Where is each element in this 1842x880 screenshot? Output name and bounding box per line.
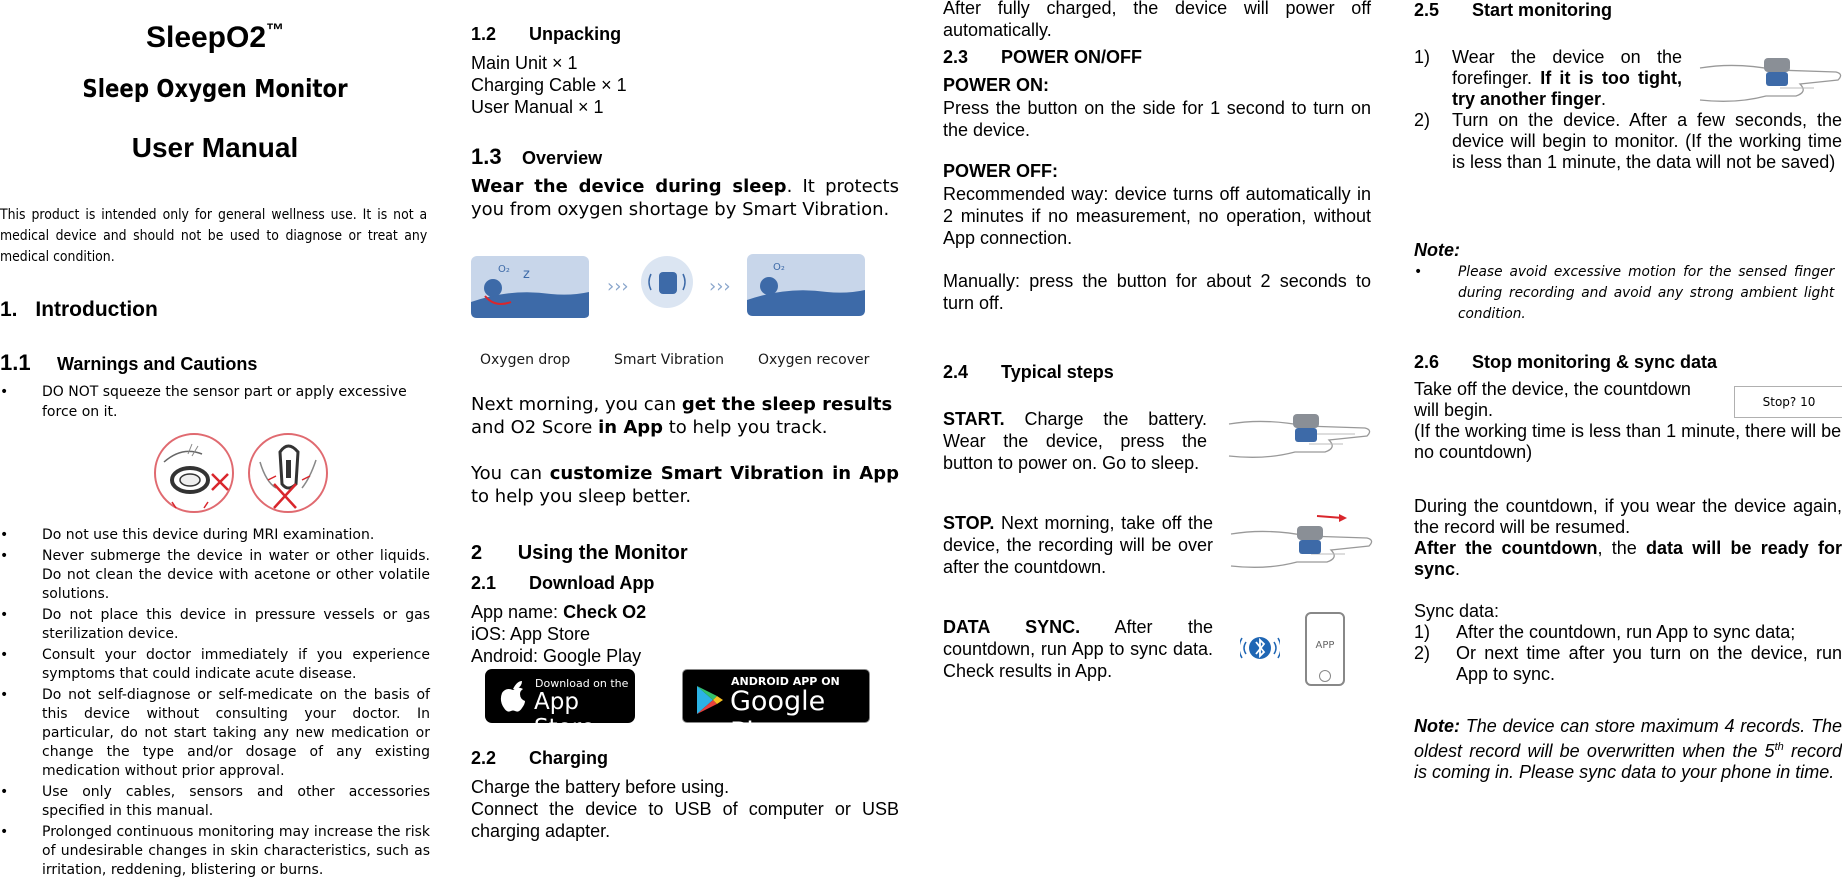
emphasis: If it is too tight, try another finger (1452, 68, 1682, 109)
list-item (0, 646, 430, 684)
trademark: ™ (266, 20, 285, 40)
remove-device-illustration (1227, 510, 1377, 578)
section-title: Typical steps (1001, 362, 1114, 382)
badge-small-text: Download on the (535, 677, 629, 690)
body-text: to help you track. (663, 417, 828, 438)
section-title: Download App (529, 573, 655, 593)
home-button-icon (1319, 670, 1331, 682)
bullet: • (0, 687, 9, 703)
step-data-sync (943, 616, 1213, 682)
unpack-list (471, 52, 627, 118)
list-item (0, 686, 430, 781)
section-title: POWER ON/OFF (1001, 47, 1143, 67)
step-text: Next morning, take off the device, the recording will be over after the countdown. (943, 513, 1213, 577)
ios-line: iOS: App Store (471, 624, 591, 644)
section-number: 1.1 (0, 350, 31, 375)
caption-smart-vibration: Smart Vibration (614, 352, 724, 368)
step-text: After the countdown, run App to sync data. Check results in App. (943, 617, 1213, 681)
list-item-text: Do not place this device in pressure vessels or gas sterilization device. (42, 607, 430, 642)
section-start-monitoring (1414, 0, 1612, 21)
section-introduction (0, 298, 158, 322)
o2-label: O₂ (498, 264, 510, 275)
emphasis: customize Smart Vibration in App (549, 463, 899, 484)
step-stop (943, 512, 1213, 578)
section-typical-steps (943, 362, 1114, 383)
list-item: Charging Cable × 1 (471, 75, 627, 95)
step-number: 2) (1414, 110, 1431, 130)
power-off-text: Recommended way: device turns off automatically in 2 minutes if no measurement, no operation, without App connection. (943, 184, 1371, 248)
after-charge-text: After fully charged, the device will power off automatically. (943, 0, 1371, 40)
list-item (0, 547, 430, 604)
body-text: You can (471, 463, 550, 484)
section-download-app (471, 573, 654, 594)
product-subtitle: Sleep Oxygen Monitor (82, 74, 348, 103)
storage-note: Note: The device can store maximum 4 records. The oldest record will be overwritten when the 5th record is coming in. Please sync data to your phone in time. (1414, 716, 1842, 782)
after-countdown-text: After the countdown, the data will be ready for sync. (1414, 538, 1842, 579)
section-title: Overview (522, 148, 603, 168)
section-title: Unpacking (529, 24, 622, 44)
sync-step-2 (1414, 643, 1842, 685)
section-number: 2.1 (471, 573, 497, 593)
emphasis: get the sleep results (681, 394, 893, 415)
section-power (943, 47, 1142, 68)
section-charging (471, 748, 608, 769)
section-number: 2.5 (1414, 0, 1440, 20)
list-item (0, 526, 430, 545)
body-text: Charge the battery before using. (471, 777, 730, 797)
list-item-text: Consult your doctor immediately if you experience symptoms that could indicate acute disease. (42, 647, 430, 682)
section-number: 1.2 (471, 24, 497, 44)
list-item (0, 382, 420, 422)
emphasis: data will be ready for sync (1414, 538, 1842, 579)
apple-icon (499, 679, 527, 713)
list-item-text: DO NOT squeeze the sensor part or apply excessive force on it. (42, 384, 407, 420)
hand-device-illustration (1225, 404, 1375, 466)
note-item (1414, 262, 1842, 325)
list-item-text: Do not use this device during MRI examination. (42, 527, 375, 543)
note-label: Note: (1414, 716, 1460, 736)
list-item-text: Do not self-diagnose or self-medicate on the basis of this device without consulting your doctor. In particular, do not start taking any new medication or change the type and/or dosage of any existing medication without prior approval. (42, 687, 430, 779)
step-text: After the countdown, run App to sync data; (1456, 622, 1796, 642)
no-squeeze-icon (152, 432, 236, 514)
overview-illustration (471, 252, 899, 322)
phone-app-icon (1305, 612, 1345, 686)
step-number: 2) (1414, 643, 1431, 663)
section-number: 2.4 (943, 362, 969, 382)
bullet: • (0, 824, 9, 840)
step-text: Or next time after you turn on the device, run App to sync. (1456, 643, 1842, 684)
app-label: APP (1315, 640, 1335, 651)
charging-text (471, 776, 899, 842)
warning-list-top (0, 382, 420, 422)
sync-step-1 (1414, 622, 1842, 643)
emphasis: Wear the device during sleep (471, 176, 787, 197)
no-pull-icon (246, 432, 330, 514)
section-title: Start monitoring (1472, 0, 1613, 20)
step-label: DATA SYNC. (943, 617, 1081, 637)
warning-list (0, 526, 430, 880)
bullet: • (0, 384, 9, 400)
bluetooth-icon (1240, 628, 1280, 668)
brand-name: SleepO2 (145, 21, 267, 54)
chevron-icon: ››› (709, 276, 731, 297)
google-play-badge[interactable] (682, 669, 870, 748)
overview-text (471, 175, 899, 221)
emphasis: in App (598, 417, 664, 438)
download-info (471, 601, 646, 667)
badge-big-text: Google Play (730, 686, 826, 748)
power-on-label: POWER ON: (943, 75, 1049, 95)
badge-big-text: App Store (534, 689, 595, 741)
app-name: Check O2 (563, 602, 647, 622)
bullet: • (0, 607, 9, 623)
less-than-text: (If the working time is less than 1 minute, there will be no countdown) (1414, 421, 1842, 462)
section-title: Using the Monitor (517, 542, 688, 564)
list-item-text: Prolonged continuous monitoring may increase the risk of undesirable changes in skin characteristics, such as irritation, reddening, blistering or burns. (42, 824, 430, 878)
finger-device-illustration (1696, 48, 1842, 118)
app-name-line (471, 601, 646, 623)
section-number: 2.6 (1414, 352, 1440, 372)
bullet: • (0, 548, 9, 564)
badge-small-text: ANDROID APP ON (731, 675, 840, 688)
chevron-icon: ››› (607, 276, 629, 297)
disclaimer: This product is intended only for general wellness use. It is not a medical device and should not be used to diagnose or treat any medical condition. (0, 207, 428, 265)
body-text: Connect the device to USB of computer or USB charging adapter. (471, 799, 899, 841)
bullet: • (1414, 264, 1423, 280)
customize-text (471, 462, 899, 508)
step-label: STOP. (943, 513, 995, 533)
step-label: START. (943, 409, 1005, 429)
body-text: and O2 Score (471, 417, 599, 438)
section-number: 2.3 (943, 47, 969, 67)
section-title: Warnings and Cautions (57, 354, 258, 374)
take-off-text: Take off the device, the countdown will begin. (1414, 379, 1691, 420)
section-overview (471, 144, 602, 170)
manual-title: User Manual (131, 132, 299, 163)
start-step-2 (1414, 110, 1842, 173)
step-number: 1) (1414, 47, 1431, 67)
section-title: Introduction (35, 298, 158, 321)
section-title: Charging (529, 748, 609, 768)
power-off-label: POWER OFF: (943, 161, 1058, 181)
sleep-z-icon: z (523, 267, 530, 282)
section-title: Stop monitoring & sync data (1472, 352, 1718, 372)
caption-oxygen-recover: Oxygen recover (758, 352, 870, 368)
play-icon (695, 684, 725, 716)
during-text: During the countdown, if you wear the device again, the record will be resumed. (1414, 496, 1842, 537)
step-text: Charge the battery. Wear the device, press the button to power on. Go to sleep. (943, 409, 1207, 473)
app-store-badge[interactable] (485, 669, 635, 741)
section-using-monitor (471, 542, 688, 565)
section-number: 2 (471, 542, 483, 564)
note-label: Note: (1414, 240, 1460, 260)
power-on-text: Press the button on the side for 1 second to turn on the device. (943, 98, 1371, 140)
list-item (0, 823, 430, 880)
list-item (0, 783, 430, 821)
bullet: • (0, 647, 9, 663)
step-text: Turn on the device. After a few seconds, the device will begin to monitor. (If the working time is less than 1 minute, the data will not be saved) (1452, 110, 1842, 172)
list-item-text: Never submerge the device in water or other liquids. Do not clean the device with acetone or other volatile solutions. (42, 548, 430, 602)
emphasis: After the countdown (1414, 538, 1598, 558)
step-text: Wear the device on the forefinger. If it is too tight, try another finger. (1452, 47, 1682, 109)
o2-label: O₂ (773, 262, 785, 273)
note-text: Please avoid excessive motion for the sensed finger during recording and avoid any strong ambient light condition. (1458, 264, 1835, 322)
list-item: Main Unit × 1 (471, 53, 578, 73)
sync-data-label: Sync data: (1414, 601, 1500, 621)
section-number: 1. (0, 298, 18, 321)
step-number: 1) (1414, 622, 1431, 642)
list-item: User Manual × 1 (471, 97, 604, 117)
section-warnings (0, 350, 257, 376)
next-morning-text (471, 393, 899, 439)
android-line: Android: Google Play (471, 646, 642, 666)
bullet: • (0, 784, 9, 800)
section-number: 1.3 (471, 144, 502, 169)
stop-countdown-button[interactable]: Stop? 10 (1734, 386, 1842, 418)
section-stop-monitoring (1414, 352, 1717, 373)
step-start (943, 408, 1207, 474)
caption-oxygen-drop: Oxygen drop (480, 352, 571, 368)
section-number: 2.2 (471, 748, 497, 768)
section-unpacking (471, 24, 621, 45)
body-text: Next morning, you can (471, 394, 682, 415)
body-text: . It protects you from oxygen shortage by Smart Vibration. (471, 176, 899, 220)
manual-off-text: Manually: press the button for about 2 seconds to turn off. (943, 271, 1371, 313)
list-item (0, 606, 430, 644)
label: App name: (471, 602, 564, 622)
product-title (0, 20, 430, 55)
bullet: • (0, 527, 9, 543)
list-item-text: Use only cables, sensors and other accessories specified in this manual. (42, 784, 430, 819)
body-text: to help you sleep better. (471, 486, 692, 507)
start-step-1 (1414, 47, 1682, 110)
